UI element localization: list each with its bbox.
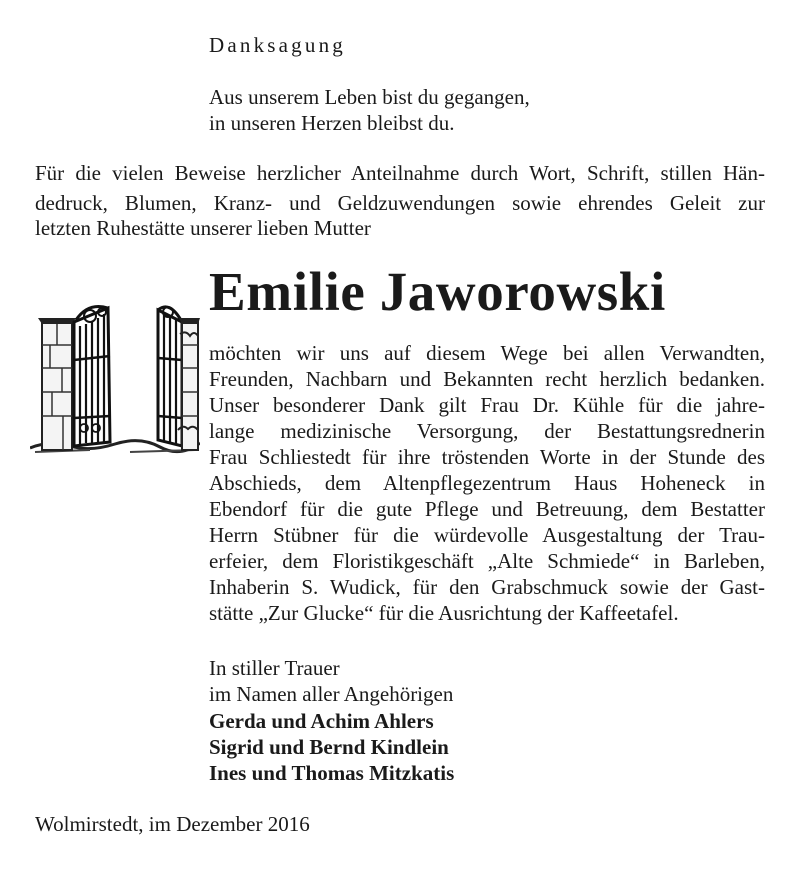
notice-heading: Danksagung bbox=[209, 33, 346, 57]
intro-line: Für die vielen Beweise herzlicher Anteilnahme durch Wort, Schrift, stillen Hän- bbox=[35, 161, 765, 185]
body-line: Inhaberin S. Wudick, für den Grabschmuck sowie der Gast- bbox=[209, 575, 765, 599]
motto-line: in unseren Herzen bleibst du. bbox=[209, 111, 455, 135]
closing-line: In stiller Trauer bbox=[209, 656, 340, 680]
body-line: stätte „Zur Glucke“ für die Ausrichtung der Kaffeetafel. bbox=[209, 601, 679, 625]
mourner-name: Sigrid und Bernd Kindlein bbox=[209, 735, 449, 759]
mourner-name: Ines und Thomas Mitzkatis bbox=[209, 761, 455, 785]
open-garden-gate-icon bbox=[30, 300, 200, 455]
body-line: lange medizinische Versorgung, der Bestattungsrednerin bbox=[209, 419, 765, 443]
deceased-name: Emilie Jaworowski bbox=[209, 261, 666, 322]
intro-line: letzten Ruhestätte unserer lieben Mutter bbox=[35, 216, 371, 240]
body-line: Freunden, Nachbarn und Bekannten recht herzlich bedanken. bbox=[209, 367, 765, 391]
body-line: Ebendorf für die gute Pflege und Betreuung, dem Bestatter bbox=[209, 497, 765, 521]
intro-line: dedruck, Blumen, Kranz- und Geldzuwendungen sowie ehrendes Geleit zur bbox=[35, 191, 765, 215]
motto bbox=[209, 84, 530, 136]
body-line: Frau Schliestedt für ihre tröstenden Worte in der Stunde des bbox=[209, 445, 765, 469]
body-line: Abschieds, dem Altenpflegezentrum Haus Hoheneck in bbox=[209, 471, 765, 495]
motto-line: Aus unserem Leben bist du gegangen, bbox=[209, 85, 530, 109]
body-line: Unser besonderer Dank gilt Frau Dr. Kühle für die jahre- bbox=[209, 393, 765, 417]
place-and-date: Wolmirstedt, im Dezember 2016 bbox=[35, 812, 310, 836]
body-line: Herrn Stübner für die würdevolle Ausgestaltung der Trau- bbox=[209, 523, 765, 547]
body-line: erfeier, dem Floristikgeschäft „Alte Schmiede“ in Barleben, bbox=[209, 549, 765, 573]
closing-line: im Namen aller Angehörigen bbox=[209, 682, 454, 706]
body-line: möchten wir uns auf diesem Wege bei allen Verwandten, bbox=[209, 341, 765, 365]
mourner-name: Gerda und Achim Ahlers bbox=[209, 709, 434, 733]
